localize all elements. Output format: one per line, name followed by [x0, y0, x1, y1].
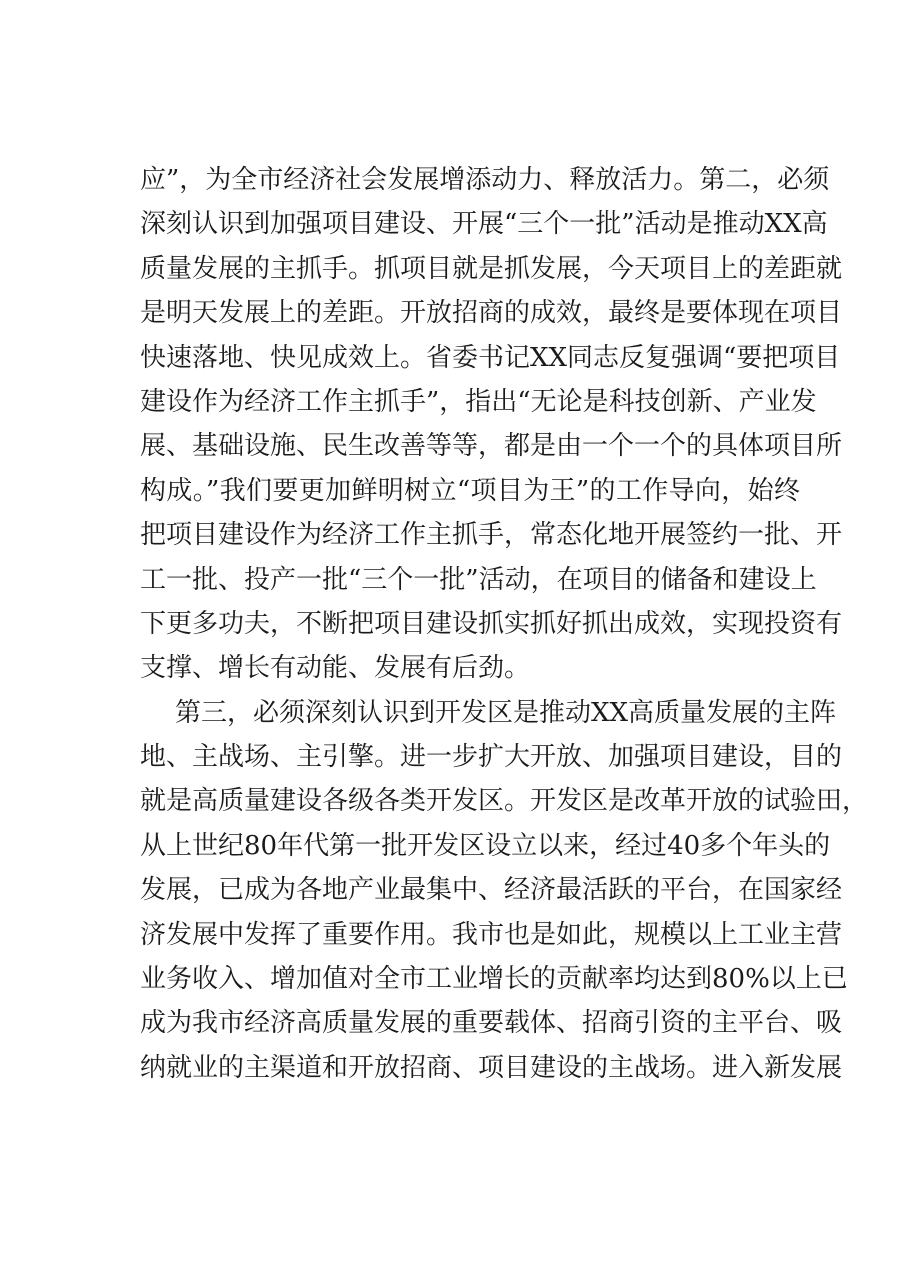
text-line: 把项目建设作为经济工作主抓手，常态化地开展签约一批、开 [140, 520, 843, 551]
text-line: 是明天发展上的差距。开放招商的成效，最终是要体现在项目 [140, 298, 843, 329]
text-line: 就是高质量建设各级各类开发区。开发区是改革开放的试验田， [140, 786, 869, 817]
text-line: 质量发展的主抓手。抓项目就是抓发展，今天项目上的差距就 [140, 253, 843, 284]
paragraph-1 [140, 158, 843, 691]
text-line: 业务收入、增加值对全市工业增长的贡献率均达到80%以上已 [140, 964, 848, 995]
text-line: 纳就业的主渠道和开放招商、项目建设的主战场。进入新发展 [140, 1052, 843, 1083]
text-line: 支撑、增长有动能、发展有后劲。 [140, 653, 531, 684]
body-text [140, 158, 869, 1090]
text-line: 工一批、投产一批“三个一批”活动，在项目的储备和建设上 [140, 564, 817, 595]
text-line: 第三，必须深刻认识到开发区是推动XX高质量发展的主阵 [175, 697, 837, 728]
text-line: 建设作为经济工作主抓手”，指出“无论是科技创新、产业发 [140, 386, 817, 417]
text-line: 展、基础设施、民生改善等等，都是由一个一个的具体项目所 [140, 431, 843, 462]
text-line: 应”，为全市经济社会发展增添动力、释放活力。第二，必须 [140, 165, 830, 195]
text-line: 从上世纪80年代第一批开发区设立以来，经过40多个年头的 [140, 830, 831, 861]
text-line: 济发展中发挥了重要作用。我市也是如此，规模以上工业主营 [140, 919, 843, 950]
text-line: 地、主战场、主引擎。进一步扩大开放、加强项目建设，目的 [140, 742, 843, 773]
text-line: 下更多功夫，不断把项目建设抓实抓好抓出成效，实现投资有 [140, 608, 843, 639]
text-line: 快速落地、快见成效上。省委书记XX同志反复强调“要把项目 [140, 342, 841, 373]
paragraph-2 [140, 691, 869, 1091]
text-line: 发展，已成为各地产业最集中、经济最活跃的平台，在国家经 [140, 875, 843, 906]
text-line: 构成。”我们要更加鲜明树立“项目为王”的工作导向，始终 [140, 475, 800, 506]
text-line: 成为我市经济高质量发展的重要载体、招商引资的主平台、吸 [140, 1008, 843, 1039]
text-line: 深刻认识到加强项目建设、开展“三个一批”活动是推动XX高 [140, 209, 828, 240]
